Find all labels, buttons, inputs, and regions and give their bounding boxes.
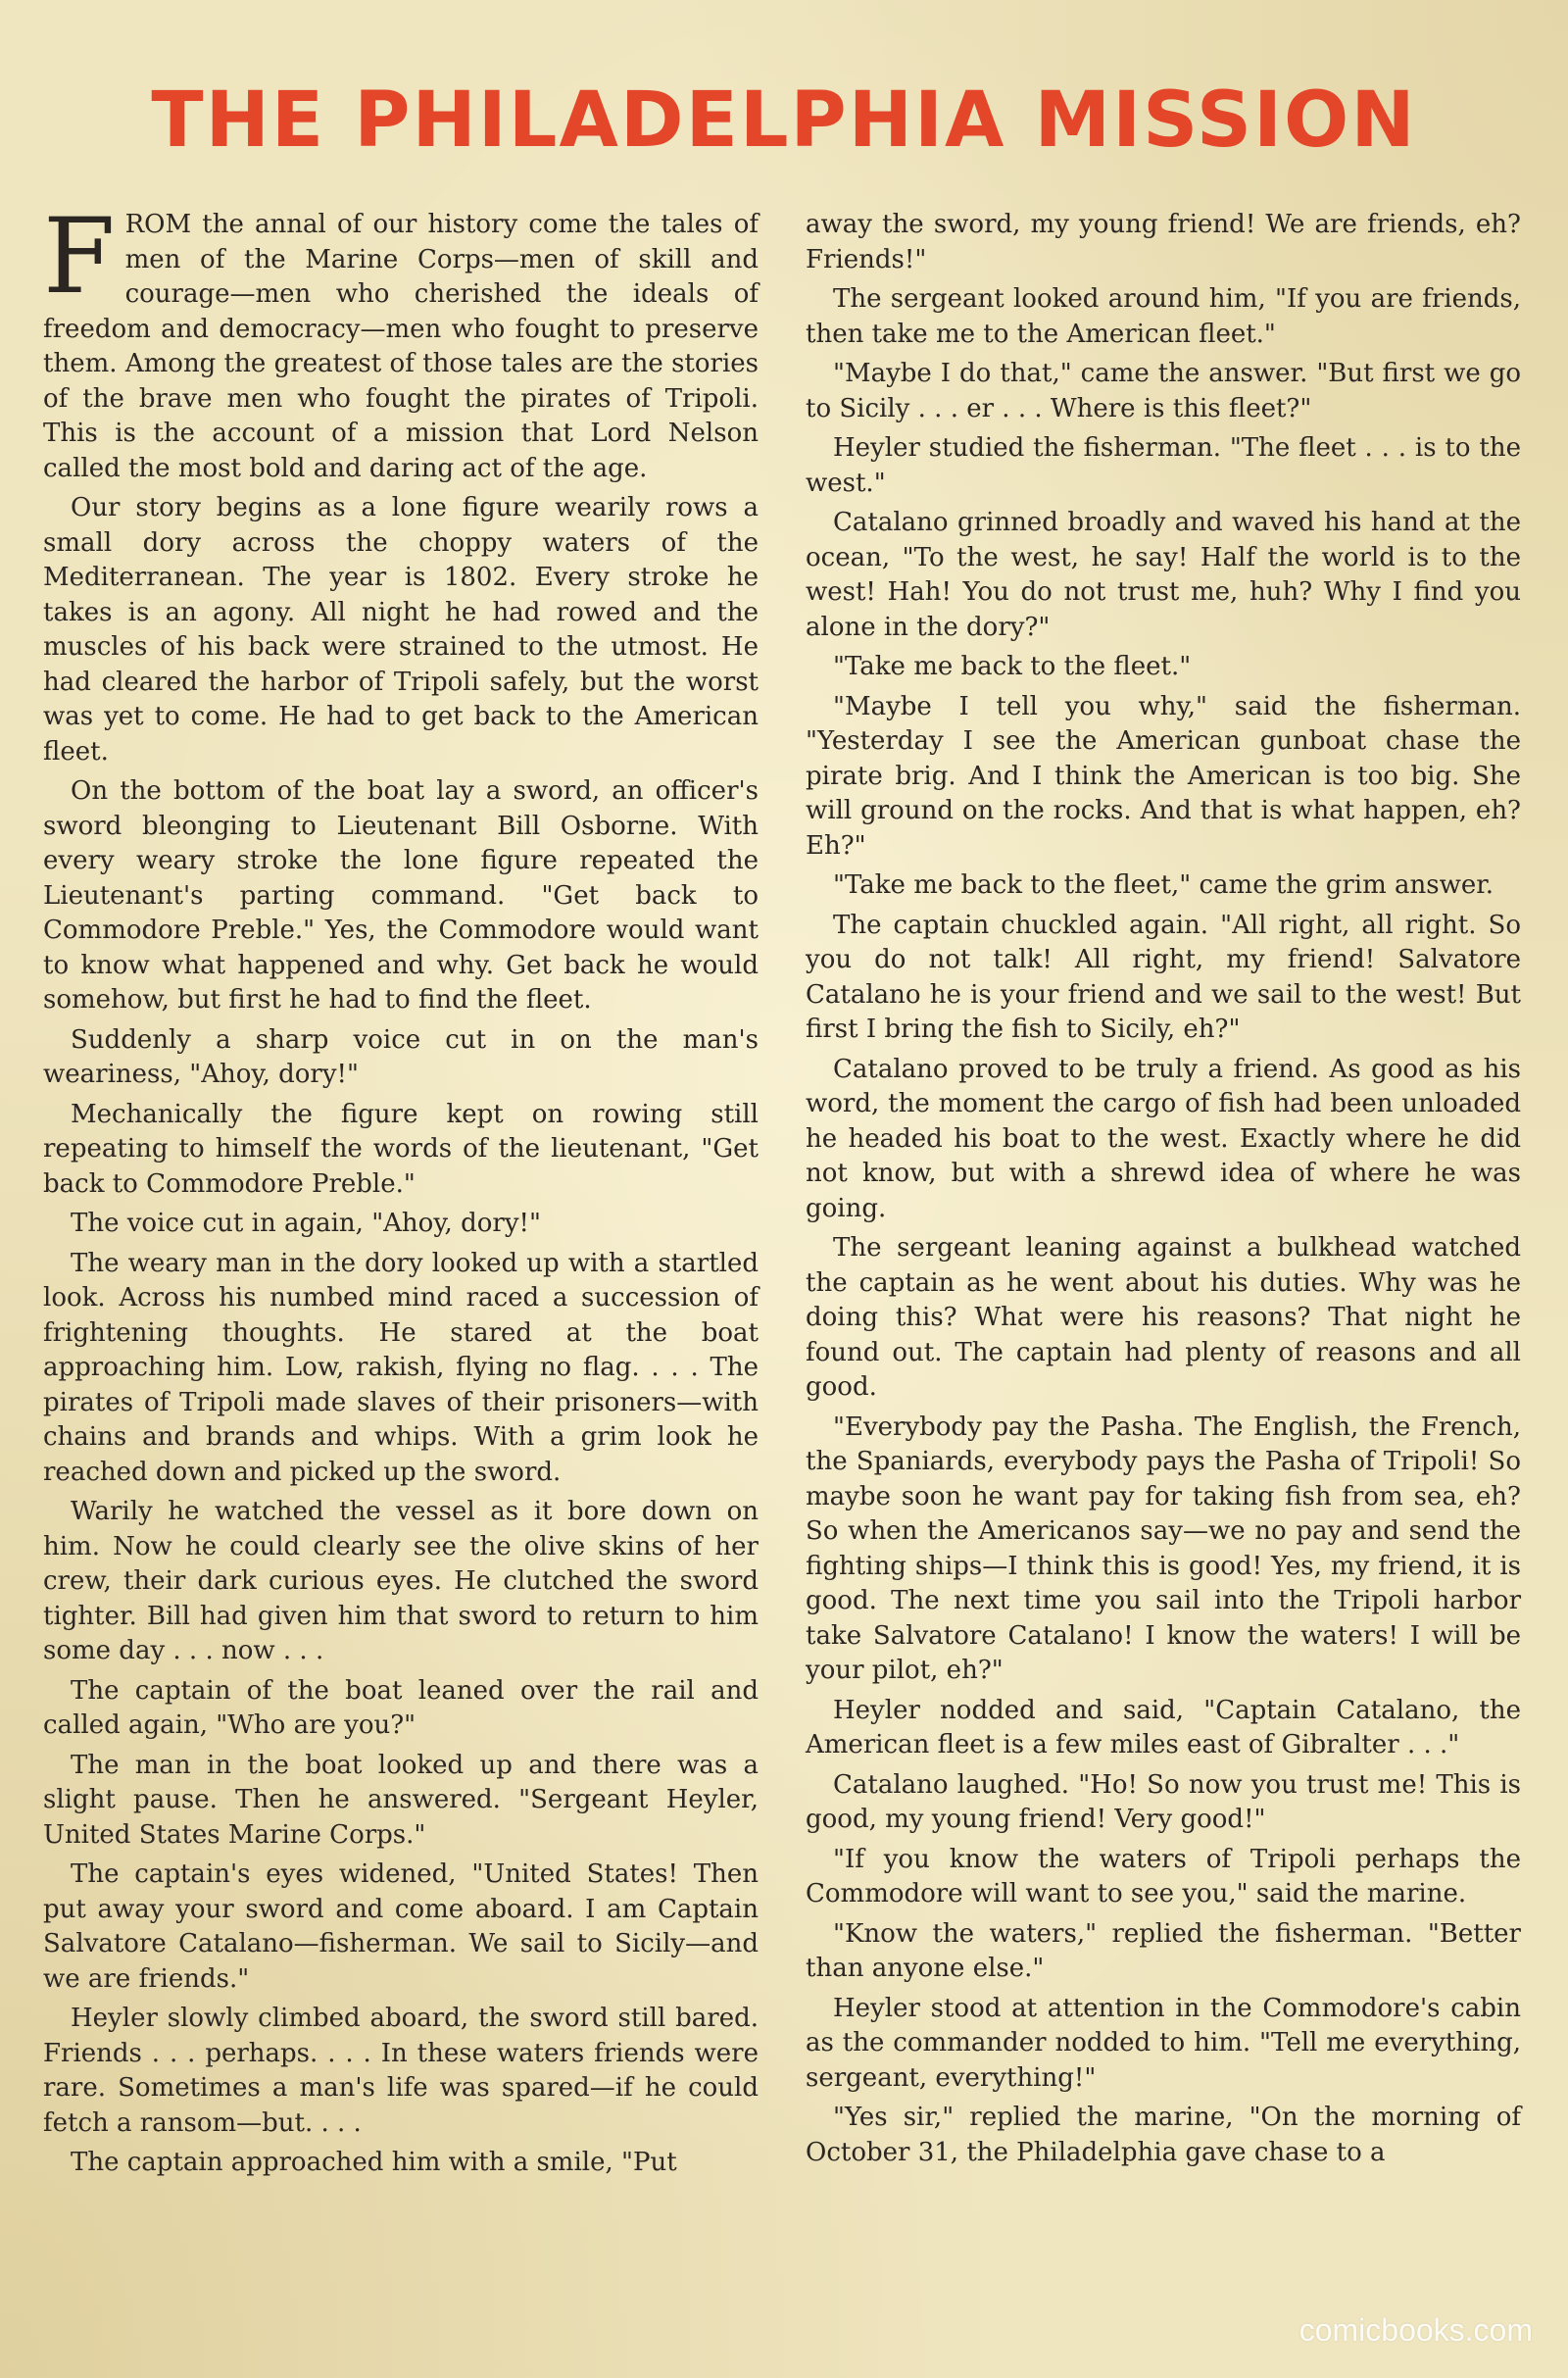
paragraph: The captain of the boat leaned over the rail and called again, "Who are you?"	[43, 1675, 759, 1740]
paragraph: Heyler stood at attention in the Commodore's cabin as the commander nodded to him. "Tell me everything, sergeant, everything!"	[806, 1993, 1521, 2093]
paragraph: Heyler nodded and said, "Captain Catalano, the American fleet is a few miles east of Gibralter . . ."	[806, 1695, 1521, 1759]
paragraph: Our story begins as a lone figure wearily rows a small dory across the choppy waters of the Mediterranean. The year is 1802. Every stroke he takes is an agony. All night he had rowed and the muscles of his back were strained to the utmost. He had cleared the harbor of Tripoli safely, but the worst was yet to come. He had to get back to the American fleet.	[43, 493, 759, 767]
left-column	[43, 196, 759, 2256]
paragraph: "Know the waters," replied the fisherman. "Better than anyone else."	[806, 1918, 1521, 1983]
paragraph: Warily he watched the vessel as it bore down on him. Now he could clearly see the olive skins of her crew, their dark curious eyes. He clutched the sword tighter. Bill had given him that sword to return to him some day . . . now . . .	[43, 1497, 759, 1665]
paragraph: Mechanically the figure kept on rowing still repeating to himself the words of the lieutenant, "Get back to Commodore Preble."	[43, 1099, 759, 1199]
paragraph: Catalano proved to be truly a friend. As good as his word, the moment the cargo of fish had been unloaded he headed his boat to the west. Exactly where he did not know, but with a shrewd idea of where he was going.	[806, 1054, 1521, 1223]
paragraph: Heyler studied the fisherman. "The fleet . . . is to the west."	[806, 433, 1521, 498]
paragraph: "Take me back to the fleet," came the grim answer.	[833, 870, 1494, 900]
paragraph: away the sword, my young friend! We are friends, eh? Friends!"	[806, 210, 1521, 274]
paragraph: The weary man in the dory looked up with a startled look. Across his numbed mind raced a succession of frightening thoughts. He stared at the boat approaching him. Low, rakish, flying no flag. . . . The pirates of Tripoli made slaves of their prisoners—with chains and brands and whips. With a grim look he reached down and picked up the sword.	[43, 1248, 759, 1487]
paragraph: Heyler slowly climbed aboard, the sword still bared. Friends . . . perhaps. . . . In these waters friends were rare. Sometimes a man's life was spared—if he could fetch a ransom—but. . . .	[43, 2004, 759, 2138]
watermark: comicbooks.com	[1298, 2312, 1533, 2348]
paragraph: "Yes sir," replied the marine, "On the morning of October 31, the Philadelphia gave chase to a	[806, 2103, 1521, 2167]
paragraph-1-text: ROM the annal of our history come the tales of men of the Marine Corps—men of skill and courage—men who cherished the ideals of freedom and democracy—men who fought to preserve them. Among the greatest of those tales are the stories of the brave men who fought the pirates of Tripoli. This is the account of a mission that Lord Nelson called the most bold and daring act of the age.	[43, 210, 759, 483]
paragraph: The man in the boat looked up and there was a slight pause. Then he answered. "Sergeant Heyler, United States Marine Corps."	[43, 1750, 759, 1850]
page-title: THE PHILADELPHIA MISSION	[151, 76, 1417, 165]
paragraph: The sergeant leaning against a bulkhead watched the captain as he went about his duties. Why was he doing this? What were his reasons? That night he found out. The captain had plenty of reasons and all good.	[806, 1233, 1521, 1402]
paragraph: The captain's eyes widened, "United States! Then put away your sword and come aboard. I am Captain Salvatore Catalano—fisherman. We sail to Sicily—and we are friends."	[43, 1859, 759, 1994]
paragraph: The voice cut in again, "Ahoy, dory!"	[71, 1209, 541, 1238]
right-column	[806, 208, 1521, 2256]
paragraph: "If you know the waters of Tripoli perhaps the Commodore will want to see you," said the marine.	[806, 1844, 1521, 1908]
paragraph-1	[43, 196, 759, 486]
drop-cap: F	[43, 196, 116, 317]
paragraph: The sergeant looked around him, "If you are friends, then take me to the American fleet."	[806, 284, 1521, 349]
paragraph: On the bottom of the boat lay a sword, an officer's sword bleonging to Lieutenant Bill Osborne. With every weary stroke the lone figure repeated the Lieutenant's parting command. "Get back to Commodore Preble." Yes, the Commodore would want to know what happened and why. Get back he would somehow, but first he had to find the fleet.	[43, 776, 759, 1015]
paragraph: "Everybody pay the Pasha. The English, the French, the Spaniards, everybody pays the Pasha of Tripoli! So maybe soon he want pay for taking fish from sea, eh? So when the Americanos say—we no pay and send the fighting ships—I think this is good! Yes, my friend, it is good. The next time you sail into the Tripoli harbor take Salvatore Catalano! I know the waters! I will be your pilot, eh?"	[806, 1412, 1521, 1685]
paragraph: "Maybe I tell you why," said the fisherman. "Yesterday I see the American gunboat chase the pirate brig. And I think the American is too big. She will ground on the rocks. And that is what happen, eh? Eh?"	[806, 691, 1521, 861]
paragraph: "Maybe I do that," came the answer. "But first we go to Sicily . . . er . . . Where is this fleet?"	[806, 359, 1521, 423]
paragraph: The captain chuckled again. "All right, all right. So you do not talk! All right, my friend! Salvatore Catalano he is your friend and we sail to the west! But first I bring the fish to Sicily, eh?"	[806, 910, 1521, 1044]
paragraph: Suddenly a sharp voice cut in on the man's weariness, "Ahoy, dory!"	[43, 1024, 759, 1089]
paragraph: Catalano laughed. "Ho! So now you trust me! This is good, my young friend! Very good!"	[806, 1769, 1521, 1834]
paragraph: Catalano grinned broadly and waved his hand at the ocean, "To the west, he say! Half the world is to the west! Hah! You do not trust me, huh? Why I find you alone in the dory?"	[806, 508, 1521, 642]
paragraph: The captain approached him with a smile, "Put	[71, 2148, 677, 2177]
paragraph: "Take me back to the fleet."	[833, 652, 1192, 681]
